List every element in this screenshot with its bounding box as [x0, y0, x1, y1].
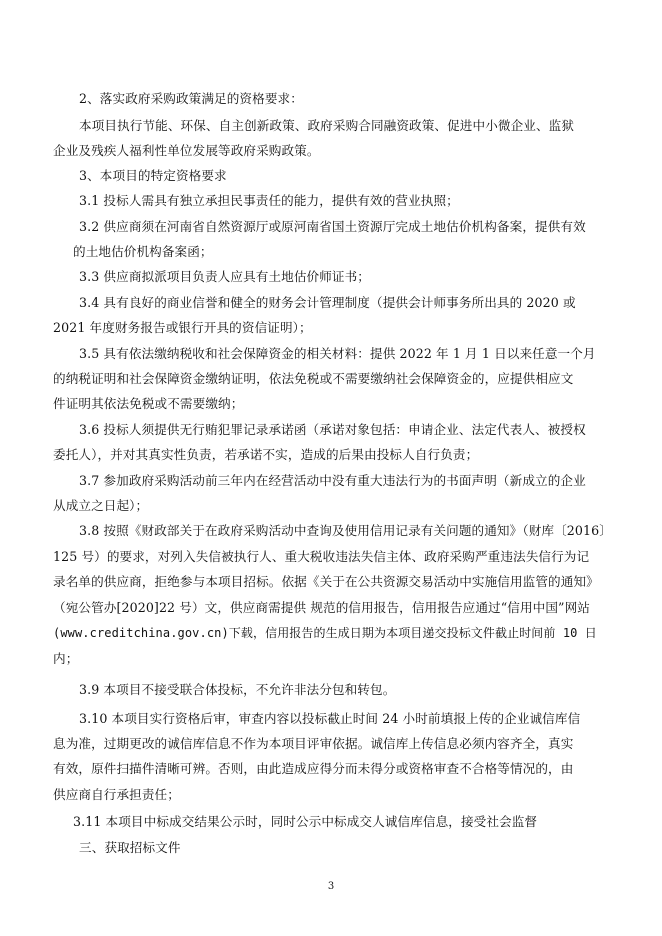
text-line-9: 3.4 具有良好的商业信誉和健全的财务会计管理制度（提供会计师事务所出具的 2020 或 [79, 295, 576, 310]
text-line-27: 有效，原件扫描件清晰可辨。否则，由此造成应得分而未得分或资格审查不合格等情况的，由 [53, 761, 574, 776]
text-line-7: 的土地估价机构备案函； [73, 244, 213, 259]
text-line-8: 3.3 供应商拟派项目负责人应具有土地估价师证书； [79, 269, 370, 284]
text-line-14: 3.6 投标人须提供无行贿犯罪记录承诺函（承诺对象包括：申请企业、法定代表人、被授权 [79, 422, 586, 437]
text-line-4: 3、本项目的特定资格要求 [79, 168, 227, 183]
text-line-28: 供应商自行承担责任； [53, 787, 180, 802]
page-number: 3 [327, 881, 335, 892]
text-line-6: 3.2 供应商须在河南省自然资源厅或原河南省国土资源厅完成土地估价机构备案，提供有效 [79, 219, 586, 234]
text-line-29: 3.11 本项目中标成交结果公示时，同时公示中标成交人诚信库信息，接受社会监督 [73, 814, 538, 829]
text-line-19: 125 号）的要求，对列入失信被执行人、重大税收违法失信主体、政府采购严重违法失信行为记 [53, 549, 590, 564]
text-line-26: 息为准，过期更改的诚信库信息不作为本项目评审依据。诚信库上传信息必须内容齐全，真实 [53, 736, 574, 751]
text-line-17: 从成立之日起）； [53, 498, 149, 513]
text-line-1: 2、落实政府采购政策满足的资格要求： [79, 91, 303, 106]
text-line-10: 2021 年度财务报告或银行开具的资信证明）； [53, 320, 312, 335]
text-line-25: 3.10 本项目实行资格后审，审查内容以投标截止时间 24 小时前填报上传的企业诚信库信 [79, 711, 581, 726]
text-line-24: 3.9 本项目不接受联合体投标，不允许非法分包和转包。 [79, 682, 396, 697]
text-line-3: 企业及残疾人福利性单位发展等政府采购政策。 [53, 143, 320, 158]
text-line-16: 3.7 参加政府采购活动前三年内在经营活动中没有重大违法行为的书面声明（新成立的企业 [79, 473, 586, 488]
text-line-21: （宛公管办[2020]22 号）文，供应商需提供 规范的信用报告，信用报告应通过“信用中国”网站 [53, 600, 590, 615]
text-line-30: 三、获取招标文件 [79, 840, 181, 855]
text-line-20: 录名单的供应商，拒绝参与本项目招标。依据《关于在公共资源交易活动中实施信用监管的通知》 [53, 574, 599, 589]
text-line-2: 本项目执行节能、环保、自主创新政策、政府采购合同融资政策、促进中小微企业、监狱 [79, 118, 575, 133]
text-line-13: 件证明其依法免税或不需要缴纳； [53, 396, 244, 411]
text-line-22: (www.creditchina.gov.cn)下载，信用报告的生成日期为本项目递交投标文件截止时间前 10 日 [53, 626, 597, 640]
text-line-12: 的纳税证明和社会保障资金缴纳证明，依法免税或不需要缴纳社会保障资金的，应提供相应文 [53, 371, 574, 386]
text-line-23: 内； [53, 651, 79, 666]
text-line-15: 委托人），并对其真实性负责，若承诺不实，造成的后果由投标人自行负责； [53, 447, 479, 462]
text-line-11: 3.5 具有依法缴纳税收和社会保障资金的相关材料：提供 2022 年 1 月 1 日以来任意一个月 [79, 346, 596, 361]
text-line-5: 3.1 投标人需具有独立承担民事责任的能力，提供有效的营业执照； [79, 193, 459, 208]
text-line-18: 3.8 按照《财政部关于在政府采购活动中查询及使用信用记录有关问题的通知》（财库〔2016〕 [79, 523, 612, 538]
